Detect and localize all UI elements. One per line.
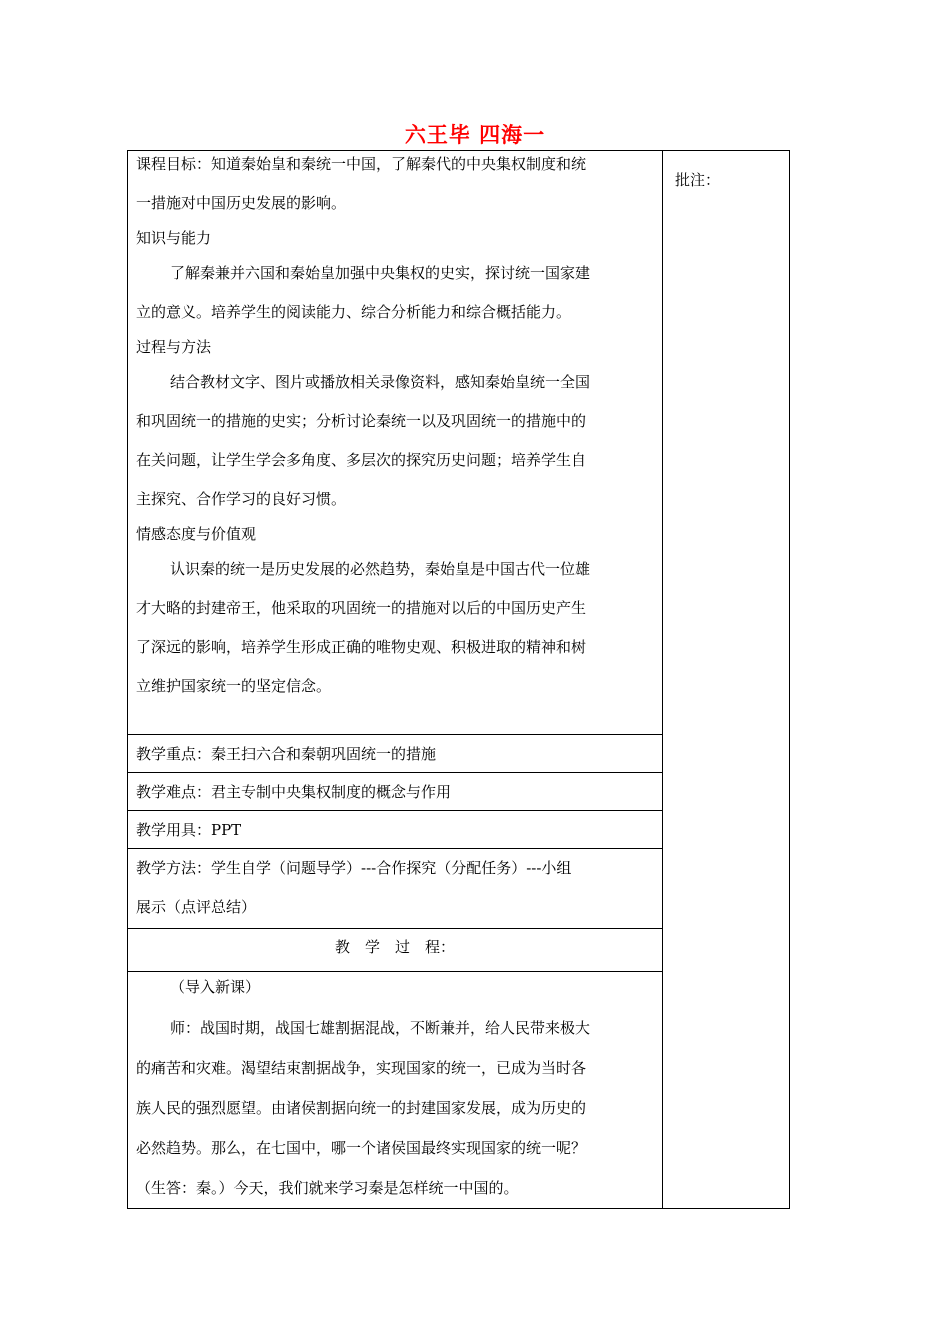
section-heading-process: 过程与方法	[136, 338, 212, 356]
method-line: 展示（点评总结）	[136, 898, 257, 916]
method-line: 教学方法：学生自学（问题导学）---合作探究（分配任务）---小组	[136, 859, 572, 877]
process-line: 结合教材文字、图片或播放相关录像资料，感知秦始皇统一全国	[170, 373, 591, 391]
method-cell	[128, 849, 662, 929]
knowledge-line: 了解秦兼并六国和秦始皇加强中央集权的史实，探讨统一国家建	[170, 264, 591, 282]
objectives-line: 课程目标：知道秦始皇和秦统一中国，了解秦代的中央集权制度和统	[136, 155, 587, 173]
intro-cell	[128, 972, 662, 1208]
attitude-line: 认识秦的统一是历史发展的必然趋势，秦始皇是中国古代一位雄	[170, 560, 591, 578]
process-heading: 教 学 过 程：	[334, 938, 455, 956]
section-heading-knowledge: 知识与能力	[136, 229, 212, 247]
lesson-plan-table	[127, 150, 790, 1209]
note-label: 批注：	[675, 171, 721, 189]
intro-line: 必然趋势。那么，在七国中，哪一个诸侯国最终实现国家的统一呢？	[136, 1139, 587, 1157]
process-line: 和巩固统一的措施的史实；分析讨论秦统一以及巩固统一的措施中的	[136, 412, 587, 430]
objectives-cell	[128, 151, 662, 735]
document-title: 六王毕 四海一	[404, 123, 546, 147]
process-line: 主探究、合作学习的良好习惯。	[136, 490, 347, 508]
process-heading-cell	[128, 929, 662, 972]
intro-label: （导入新课）	[170, 978, 261, 996]
tools-cell	[128, 811, 662, 849]
intro-line: 族人民的强烈愿望。由诸侯割据向统一的封建国家发展，成为历史的	[136, 1099, 587, 1117]
attitude-line: 立维护国家统一的坚定信念。	[136, 677, 332, 695]
attitude-line: 才大略的封建帝王，他采取的巩固统一的措施对以后的中国历史产生	[136, 599, 587, 617]
knowledge-line: 立的意义。培养学生的阅读能力、综合分析能力和综合概括能力。	[136, 303, 572, 321]
intro-line: （生答：秦。）今天，我们就来学习秦是怎样统一中国的。	[136, 1179, 519, 1197]
key-point-cell	[128, 735, 662, 773]
difficulty-text: 教学难点：君主专制中央集权制度的概念与作用	[136, 783, 452, 801]
intro-line: 的痛苦和灾难。渴望结束割据战争，实现国家的统一，已成为当时各	[136, 1059, 587, 1077]
column-divider	[662, 151, 663, 1208]
attitude-line: 了深远的影响，培养学生形成正确的唯物史观、积极进取的精神和树	[136, 638, 587, 656]
intro-line: 师：战国时期，战国七雄割据混战，不断兼并，给人民带来极大	[170, 1019, 591, 1037]
key-point-text: 教学重点：秦王扫六合和秦朝巩固统一的措施	[136, 745, 437, 763]
difficulty-cell	[128, 773, 662, 811]
tools-text: 教学用具：PPT	[136, 821, 242, 839]
objectives-line: 一措施对中国历史发展的影响。	[136, 194, 347, 212]
process-line: 在关问题，让学生学会多角度、多层次的探究历史问题；培养学生自	[136, 451, 587, 469]
section-heading-attitude: 情感态度与价值观	[136, 525, 257, 543]
